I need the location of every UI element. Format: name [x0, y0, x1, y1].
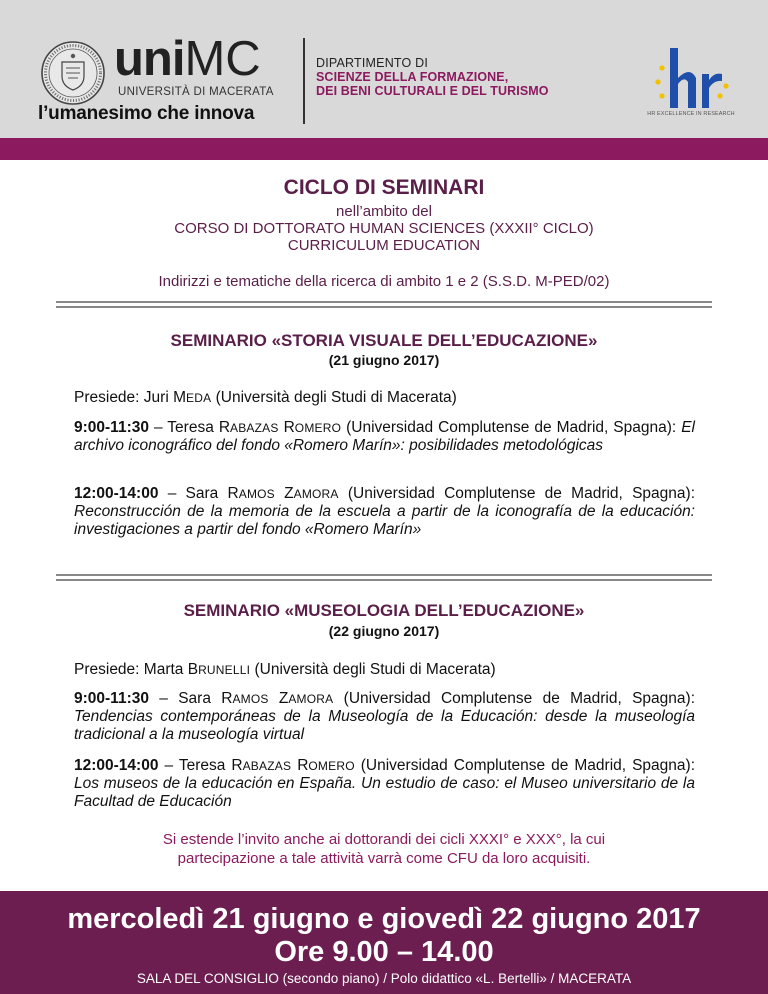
header-divider: [303, 38, 305, 124]
hr-excellence-label: HR EXCELLENCE IN RESEARCH: [647, 111, 735, 117]
event-venue: SALA DEL CONSIGLIO (secondo piano) / Polo didattico «L. Bertelli» / MACERATA: [136, 971, 632, 986]
talk-title: Reconstrucción de la memoria de la escuela a partir de la iconografía de la educación: investigaciones a partir del fondo «Romero Marín»: [74, 503, 695, 538]
talk-time: 9:00-11:30: [74, 690, 149, 707]
talk-time: 12:00-14:00: [74, 485, 159, 502]
university-logo-wordmark: [114, 34, 261, 84]
university-name: UNIVERSITÀ DI MACERATA: [118, 86, 274, 98]
hr-excellence-logo-icon: [648, 38, 734, 116]
talk-title: El archivo iconográfico del fondo «Romero Marín»: posibilidades metodológicas: [74, 419, 695, 454]
header-accent-stripe: [0, 138, 768, 160]
invite-line2: partecipazione a tale attività varrà come CFU da loro acquisiti.: [177, 850, 591, 867]
department-name-line1: SCIENZE DELLA FORMAZIONE,: [316, 70, 509, 84]
context-label: nell’ambito del: [336, 203, 432, 220]
section-divider: [56, 574, 712, 581]
seminar1-talk2: 12:00-14:00 – Sara RAMOS ZAMORA (Universidad Complutense de Madrid, Spagna): Reconstrucción de la memoria de la escuela a partir de la iconografía de la educación: investigaciones a partir del fondo «Romero Marín»: [74, 485, 696, 538]
seminar1-talk1: 9:00-11:30 – Teresa RABAZAS ROMERO (Universidad Complutense de Madrid, Spagna): El archivo iconográfico del fondo «Romero Marín»: posibilidades metodológicas: [74, 419, 695, 454]
invite-line1: Si estende l’invito anche ai dottorandi dei cicli XXXI° e XXX°, la cui: [162, 831, 606, 848]
event-dates: mercoledì 21 giugno e giovedì 22 giugno 2017: [67, 903, 701, 935]
section-divider: [56, 301, 712, 308]
event-hours: Ore 9.00 – 14.00: [274, 936, 494, 968]
seminar2-title: SEMINARIO «MUSEOLOGIA DELL’EDUCAZIONE»: [183, 601, 585, 620]
department-block: [316, 56, 549, 98]
university-seal-icon: [40, 40, 106, 106]
talk-title: Tendencias contemporáneas de la Museología de la Educación: desde la museología tradicional a la museología virtual: [74, 708, 695, 743]
seminar1-title: SEMINARIO «STORIA VISUALE DELL’EDUCAZIONE»: [170, 331, 598, 350]
curriculum: CURRICULUM EDUCATION: [287, 237, 481, 254]
talk-time: 9:00-11:30: [74, 419, 149, 436]
series-title: CICLO DI SEMINARI: [283, 176, 485, 199]
doctorate-course: CORSO DI DOTTORATO HUMAN SCIENCES (XXXII° CICLO): [174, 220, 594, 237]
research-topics: Indirizzi e tematiche della ricerca di ambito 1 e 2 (S.S.D. M-PED/02): [158, 273, 610, 290]
talk-title: Los museos de la educación en España. Un estudio de caso: el Museo universitario de la Facultad de Educación: [74, 775, 695, 810]
seminar2-talk2: 12:00-14:00 – Teresa RABAZAS ROMERO (Universidad Complutense de Madrid, Spagna): Los museos de la educación en España. Un estudio de caso: el Museo universitario de la Facultad de Educación: [74, 757, 696, 810]
seminar1-date: (21 giugno 2017): [328, 352, 440, 368]
university-motto: l’umanesimo che innova: [38, 103, 255, 124]
seminar2-talk1: 9:00-11:30 – Sara RAMOS ZAMORA (Universidad Complutense de Madrid, Spagna): Tendencias contemporáneas de la Museología de la Educación: desde la museología tradicional a la museología virtual: [74, 690, 695, 743]
department-name-line2: DEI BENI CULTURALI E DEL TURISMO: [316, 84, 549, 98]
department-label: DIPARTIMENTO DI: [316, 56, 429, 70]
seminar1-chair: Presiede: Juri MEDA (Università degli Studi di Macerata): [74, 389, 457, 406]
seminar2-chair: Presiede: Marta BRUNELLI (Università degli Studi di Macerata): [74, 661, 496, 678]
seminar2-date: (22 giugno 2017): [328, 623, 440, 639]
logo-uni: uni: [114, 32, 185, 86]
logo-mc: MC: [184, 32, 261, 86]
talk-time: 12:00-14:00: [74, 757, 159, 774]
